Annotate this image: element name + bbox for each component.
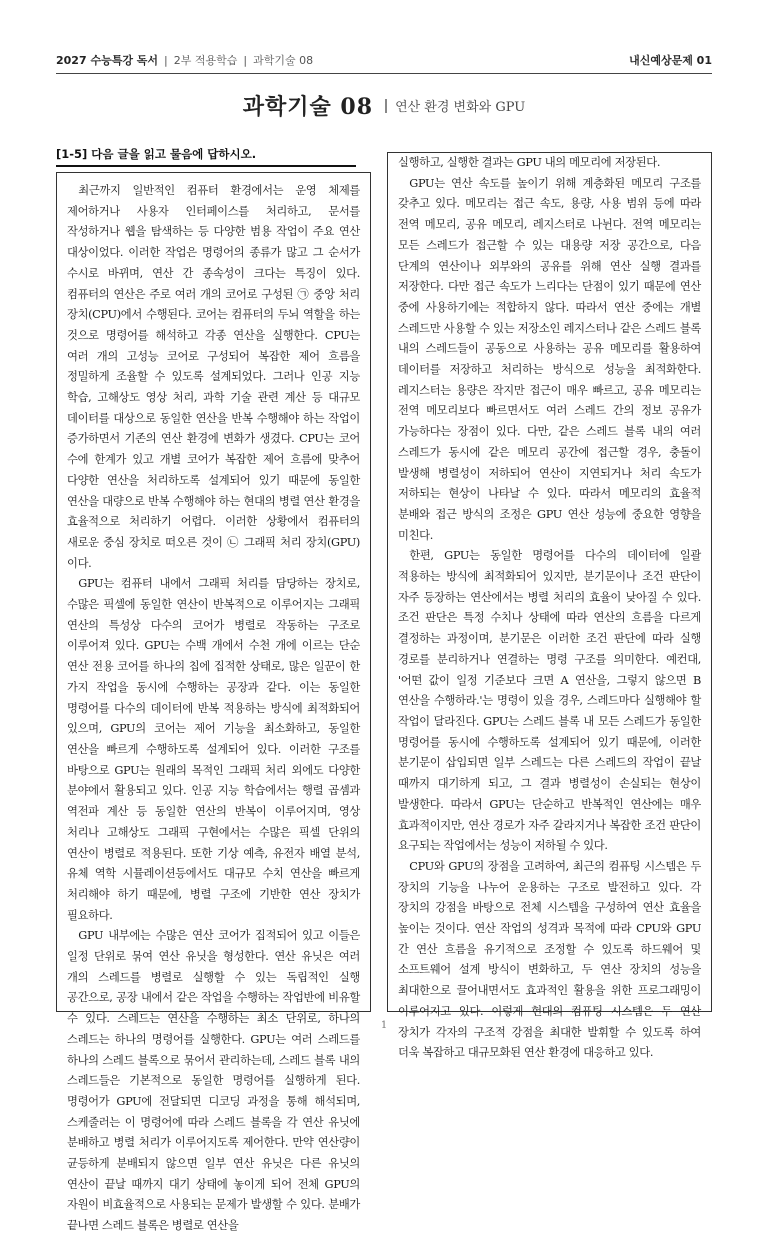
passage-paragraph: 한편, GPU는 동일한 명령어를 다수의 데이터에 일괄 적용하는 방식에 최적화되어 있지만, 분기문이나 조건 판단이 자주 등장하는 연산에서는 병렬 처리의 효율이 낮아질 수 있다. 조건 판단은 특정 수치나 상태에 따라 연산의 흐름을 다르게 결정하는 과정이며, 분기문은 이러한 조건 판단에 따라 실행 경로를 분리하거나 연결하는 명령 구조를 의미한다. 예컨대, '어떤 값이 일정 기준보다 크면 A 연산을, 그렇지 않으면 B 연산을 수행하라.'는 명령이 있을 경우, 스레드마다 실행해야 할 작업이 달라진다. GPU는 스레드 블록 내 모든 스레드가 동일한 명령어를 동시에 수행하도록 설계되어 있기 때문에, 이러한 분기문이 삽입되면 일부 스레드는 다른 스레드의 작업이 끝날 때까지 대기하게 되고, 그 결과 병렬성이 손실되는 현상이 발생한다. 따라서 GPU는 단순하고 반복적인 연산에는 매우 효과적이지만, 연산 경로가 자주 갈라지거나 복잡한 조건 판단이 요구되는 작업에서는 성능이 저하될 수 있다. xyxy=(398,549,701,853)
passage-paragraph: GPU는 연산 속도를 높이기 위해 계층화된 메모리 구조를 갖추고 있다. 메모리는 접근 속도, 용량, 사용 범위 등에 따라 전역 메모리, 공유 메모리, 레지스터로 나뉜다. 전역 메모리는 모든 스레드가 접근할 수 있는 대용량 저장 공간으로, 다음 단계의 연산이나 외부와의 공유를 위해 연산 실행 결과를 저장한다. 다만 접근 속도가 느리다는 단점이 있기 때문에 연산 중에 사용하기에는 적합하지 않다. 따라서 연산 중에는 개별 스레드만 사용할 수 있는 저장소인 레지스터나 같은 스레드 블록 내의 스레드들이 공동으로 사용하는 공유 메모리를 활용하여 데이터를 저장하고 처리하는 방식으로 성능을 최적화한다. 레지스터는 용량은 작지만 접근이 매우 빠르고, 공유 메모리는 전역 메모리보다 빠르면서도 여러 스레드 간의 정보 공유가 가능하다는 장점이 있다. 다만, 같은 스레드 블록 내의 여러 스레드가 동시에 같은 메모리 공간에 접근할 경우, 충돌이 발생해 병렬성이 저하되어 연산이 지연되거나 처리 속도가 저하되는 현상이 나타날 수 있다. 따라서 메모리의 효율적 분배와 접근 방식의 조정은 GPU 연산 성능에 중요한 영향을 미친다. xyxy=(398,176,701,542)
header-section: 과학기술 08 xyxy=(253,54,314,67)
header-part: 2부 적용학습 xyxy=(173,54,238,67)
header-exam-label: 내신예상문제 01 xyxy=(629,54,712,67)
question-instruction: [1-5] 다음 글을 읽고 물음에 답하시오. xyxy=(56,147,257,161)
title-divider xyxy=(385,99,387,113)
header-divider xyxy=(56,73,712,74)
passage-column-left xyxy=(56,172,371,1233)
passage-paragraph: GPU 내부에는 수많은 연산 코어가 집적되어 있고 이들은 일정 단위로 묶여 연산 유닛을 형성한다. 연산 유닛은 여러 개의 스레드를 병렬로 실행할 수 있는 독립적인 실행 공간으로, 공장 내에서 같은 작업을 수행하는 작업반에 비유할 수 있다. 스레드는 연산을 수행하는 최소 단위로, 하나의 스레드는 하나의 명령어를 실행한다. GPU는 여러 스레드를 하나의 스레드 블록으로 묶어서 관리하는데, 스레드 블록 내의 스레드들은 기본적으로 동일한 명령어를 실행하게 된다. 명령어가 GPU에 전달되면 디코딩 과정을 통해 해석되며, 스케줄러는 이 명령어에 따라 스레드 블록을 각 연산 유닛에 분배하고 병렬 처리가 이루어지도록 제어한다. 만약 연산량이 균등하게 분배되지 않으면 일부 연산 유닛은 다른 유닛의 연산이 끝날 때까지 대기 상태에 놓이게 되어 전체 GPU의 자원이 비효율적으로 사용되는 문제가 발생할 수 있다. 분배가 끝나면 스레드 블록은 병렬로 연산을 xyxy=(67,929,360,1233)
header-breadcrumb xyxy=(56,52,313,68)
page-title-subtitle: 연산 환경 변화와 GPU xyxy=(395,100,526,115)
page-header xyxy=(56,46,712,70)
page-title xyxy=(0,90,768,121)
passage-paragraph: 최근까지 일반적인 컴퓨터 환경에서는 운영 체제를 제어하거나 사용자 인터페이스를 처리하고, 문서를 작성하거나 웹을 탐색하는 등 다양한 범용 작업이 주요 연산 대상이었다. 이러한 작업은 명령어의 종류가 많고 그 순서가 수시로 바뀌며, 연산 간 종속성이 크다는 특징이 있다. 컴퓨터의 연산은 주로 여러 개의 코어로 구성된 ㉠ 중앙 처리 장치(CPU)에서 수행된다. 코어는 컴퓨터의 두뇌 역할을 하는 것으로 명령어를 해석하고 각종 연산을 실행한다. CPU는 여러 개의 고성능 코어로 구성되어 복잡한 제어 흐름을 정밀하게 조율할 수 있도록 설계되었다. 그러나 인공 지능 학습, 고해상도 영상 처리, 과학 기술 관련 계산 등 대규모 데이터를 대상으로 동일한 연산을 반복 수행해야 하는 작업이 증가하면서 기존의 연산 환경에 변화가 생겼다. CPU는 코어 수에 한계가 있고 개별 코어가 복잡한 제어 흐름에 맞추어 다양한 연산을 처리하도록 설계되어 있기 때문에 동일한 연산을 대량으로 반복 수행해야 하는 현대의 병렬 연산 환경을 효율적으로 처리하기 어렵다. 이러한 상황에서 컴퓨터의 새로운 중심 장치로 떠오른 것이 ㉡ 그래픽 처리 장치(GPU)이다. xyxy=(67,184,360,570)
passage-paragraph: CPU와 GPU의 장점을 고려하여, 최근의 컴퓨팅 시스템은 두 장치의 기능을 나누어 운용하는 구조로 발전하고 있다. 각 장치의 강점을 바탕으로 전체 시스템을 구성하여 연산 효율을 높이는 것이다. 연산 작업의 성격과 목적에 따라 CPU와 GPU 간 연산 흐름을 유기적으로 조정할 수 있도록 하드웨어 및 소프트웨어 설계 방식이 변화하고, 두 연산 장치의 성능을 최대한으로 끌어내면서도 효과적인 활용을 위한 프로그래밍이 이루어지고 있다. 이렇게 현대의 컴퓨팅 시스템은 두 연산 장치가 각자의 구조적 강점을 최대한 발휘할 수 있도록 하여 더욱 복잡하고 대규모화된 연산 환경에 대응하고 있다. xyxy=(398,859,701,1060)
header-separator: | xyxy=(243,54,248,67)
passage-column-right xyxy=(387,152,712,1060)
passage-paragraph-continued: 실행하고, 실행한 결과는 GPU 내의 메모리에 저장된다. xyxy=(398,156,661,169)
page-title-main: 과학기술 08 xyxy=(242,94,374,120)
instruction-underline xyxy=(56,165,356,167)
passage-paragraph: GPU는 컴퓨터 내에서 그래픽 처리를 담당하는 장치로, 수많은 픽셀에 동일한 연산이 반복적으로 이루어지는 그래픽 연산의 특성상 다수의 코어가 병렬로 작동하는 구조로 이루어져 있다. GPU는 수백 개에서 수천 개에 이르는 단순 연산 전용 코어를 하나의 칩에 집적한 상태로, 많은 일꾼이 한 가지 작업을 동시에 수행하는 공장과 같다. 이는 동일한 명령어를 다수의 데이터에 반복 적용하는 방식에 최적화되어 있으며, GPU의 코어는 제어 기능을 최소화하고, 동일한 연산을 빠르게 수행하도록 설계되어 있다. 이러한 구조를 바탕으로 GPU는 원래의 목적인 그래픽 처리 외에도 다양한 분야에서 활용되고 있다. 인공 지능 학습에서는 행렬 곱셈과 역전파 계산 등 동일한 연산의 반복이 이루어지며, 영상 처리나 고해상도 그래픽 구현에서는 수많은 픽셀 단위의 연산이 병렬로 적용된다. 또한 기상 예측, 유전자 배열 분석, 유체 역학 시뮬레이션등에서도 대규모 수치 연산을 빠르게 처리해야 하기 때문에, 병렬 구조에 기반한 연산 장치가 필요하다. xyxy=(67,577,360,922)
page-number: 1 xyxy=(380,1020,388,1031)
header-book-title: 2027 수능특강 독서 xyxy=(56,54,159,67)
header-separator: | xyxy=(164,54,168,67)
